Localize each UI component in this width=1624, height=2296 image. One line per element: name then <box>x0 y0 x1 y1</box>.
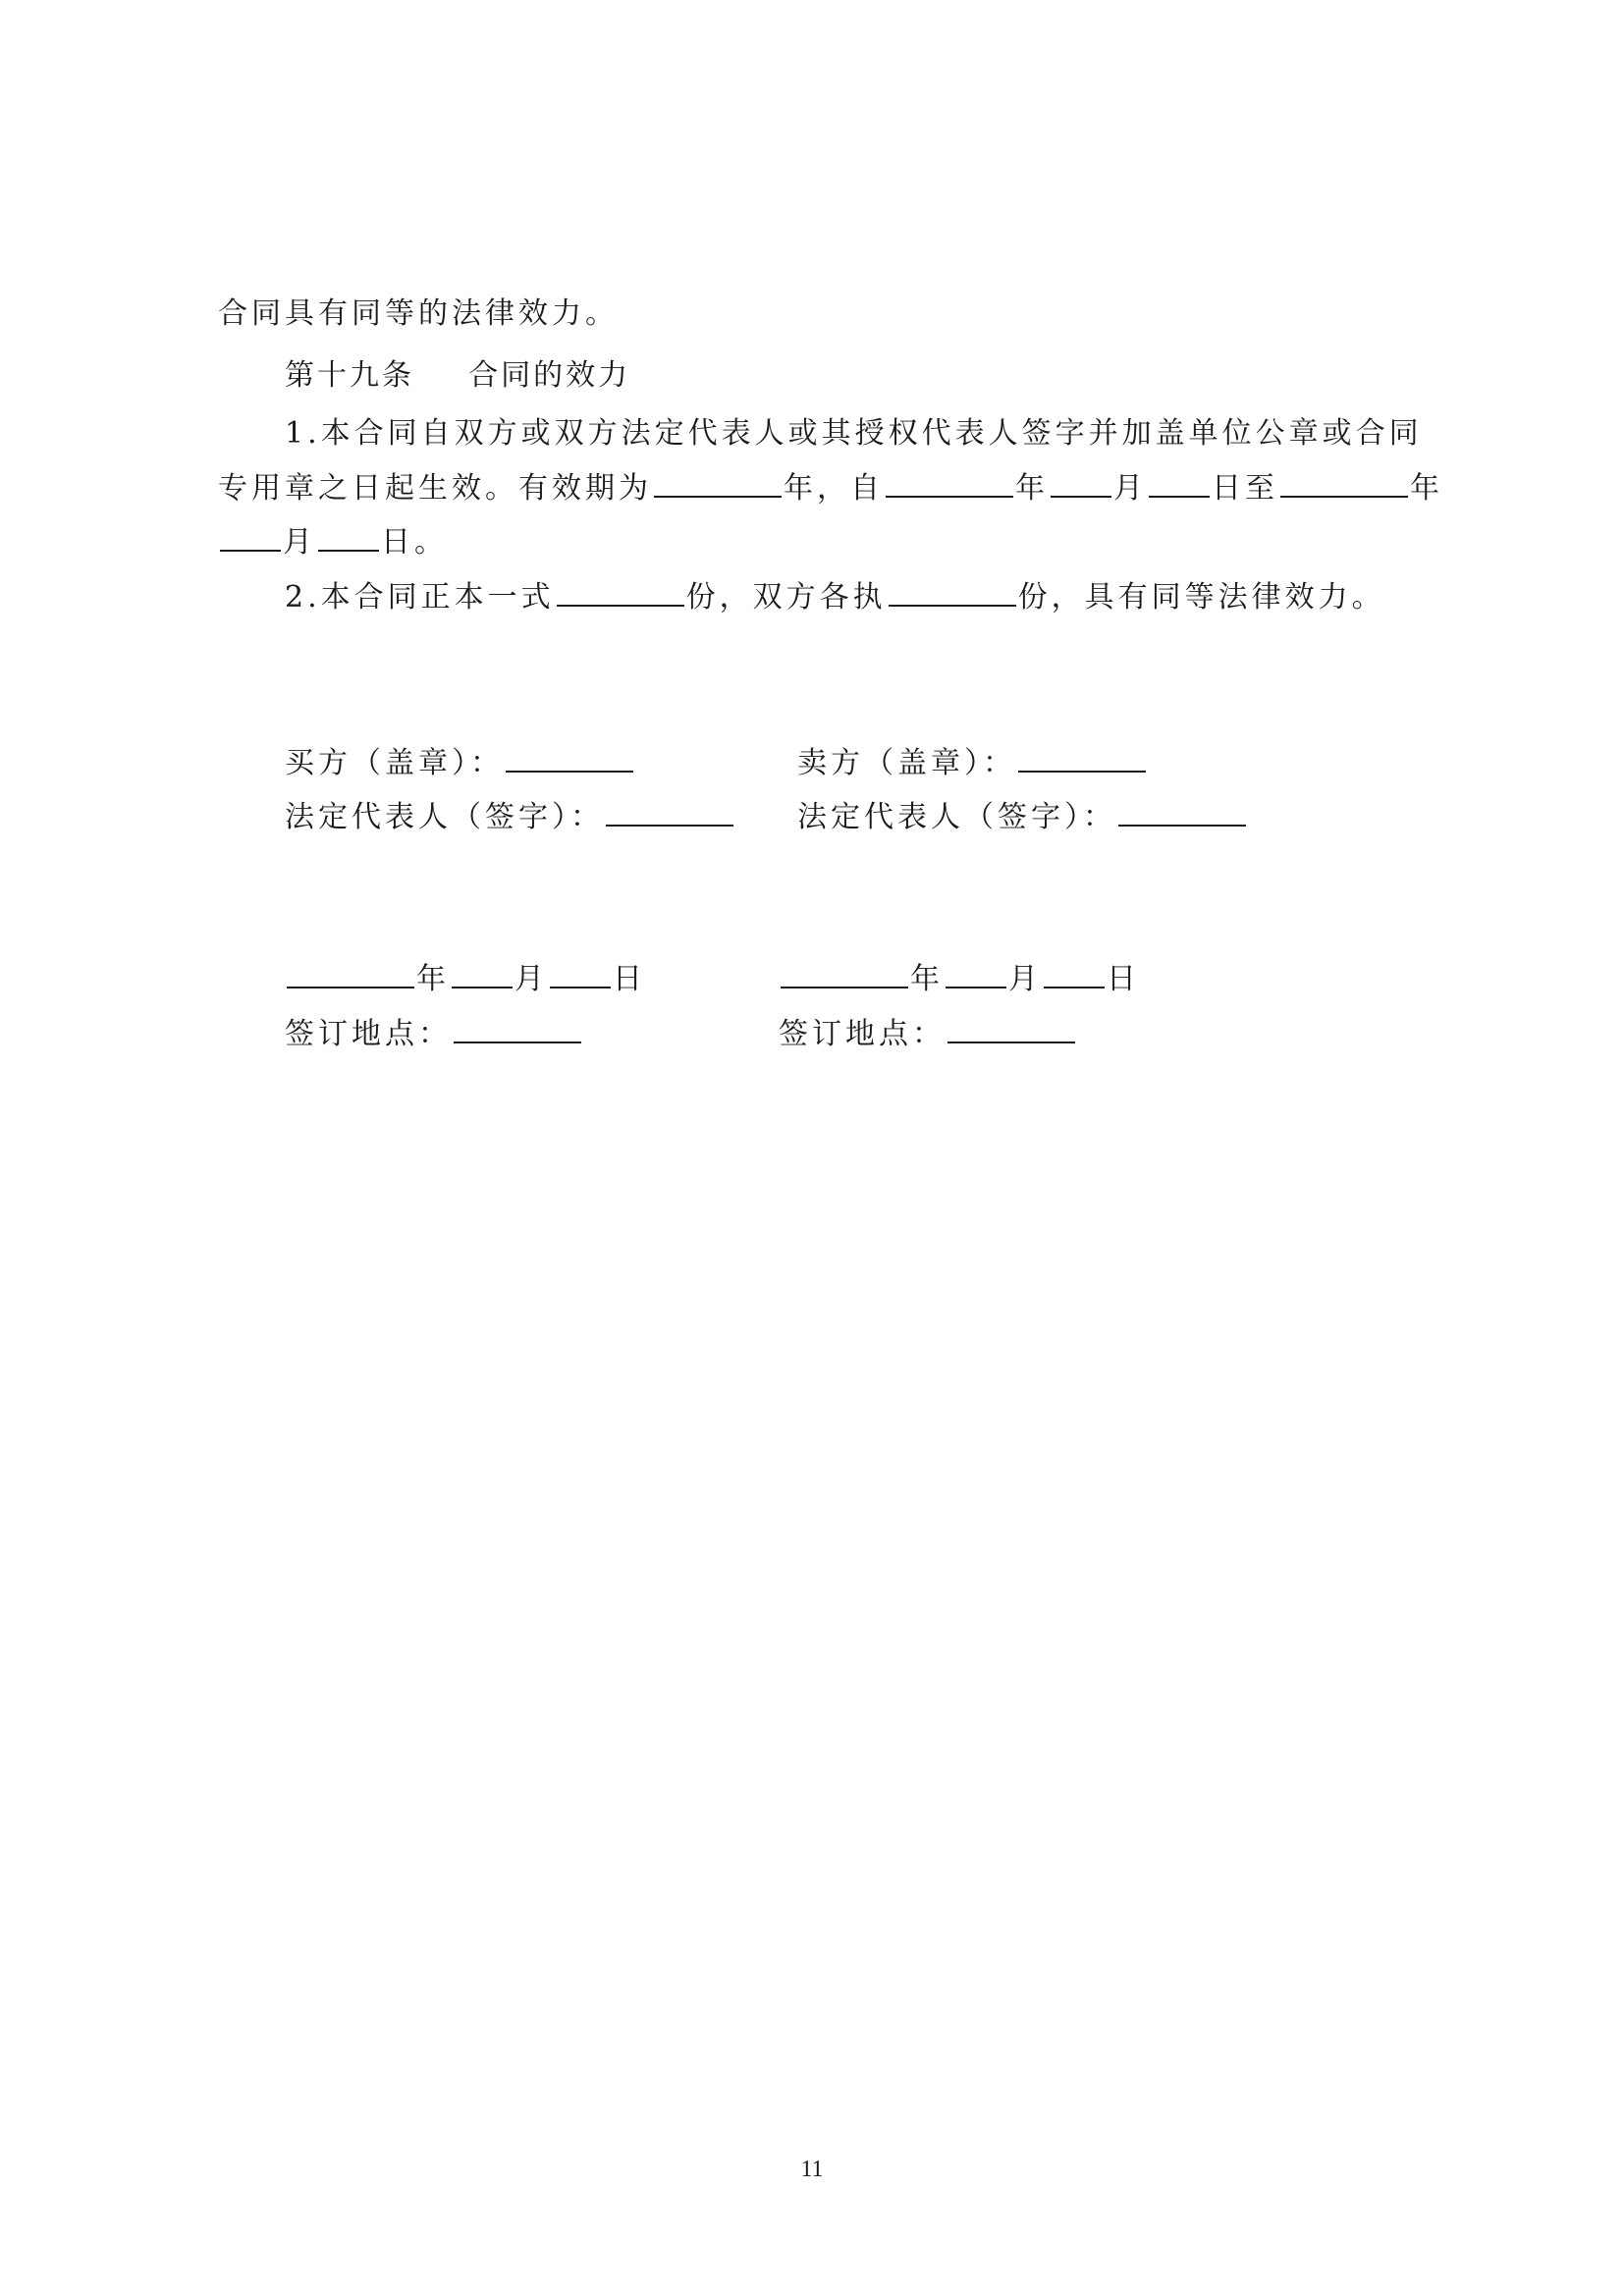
clause-1-text-g: 月 <box>283 525 316 560</box>
clause-2-text-c: 份，具有同等法律效力。 <box>1017 580 1385 614</box>
buyer-rep-label: 法定代表人（签字）： <box>285 800 604 834</box>
seller-seal-blank[interactable] <box>1018 743 1146 773</box>
buyer-seal-label: 买方（盖章）： <box>285 746 504 780</box>
clause-1-line-1-text: 1.本合同自双方或双方法定代表人或其授权代表人签字并加盖单位公章或合同 <box>285 416 1423 451</box>
buyer-year-label: 年 <box>416 962 450 996</box>
copies-each-blank[interactable] <box>889 577 1016 607</box>
start-day-blank[interactable] <box>1149 468 1210 498</box>
seller-month-label: 月 <box>1008 962 1042 996</box>
article-title: 合同的效力 <box>468 358 631 393</box>
seller-rep-line <box>797 797 1248 837</box>
article-heading <box>285 356 630 396</box>
buyer-rep-line <box>285 797 735 837</box>
seller-day-blank[interactable] <box>1044 959 1105 988</box>
buyer-day-label: 日 <box>613 962 646 996</box>
buyer-seal-blank[interactable] <box>506 743 633 773</box>
seller-year-label: 年 <box>910 962 944 996</box>
clause-1-text-b: 年，自 <box>784 471 884 506</box>
clause-2-text-a: 2.本合同正本一式 <box>285 580 555 614</box>
end-year-blank[interactable] <box>1280 468 1408 498</box>
seller-date-line <box>779 959 1140 999</box>
seller-month-blank[interactable] <box>946 959 1006 988</box>
buyer-month-label: 月 <box>514 962 548 996</box>
clause-1-line-3 <box>218 522 448 562</box>
buyer-rep-blank[interactable] <box>606 797 733 827</box>
seller-seal-line <box>797 743 1148 783</box>
end-day-blank[interactable] <box>318 522 379 552</box>
clause-1-line-2 <box>218 468 1443 508</box>
seller-rep-blank[interactable] <box>1118 797 1246 827</box>
buyer-date-line <box>285 959 646 999</box>
clause-1-text-a: 专用章之日起生效。有效期为 <box>218 471 652 506</box>
buyer-year-blank[interactable] <box>287 959 414 988</box>
carryover-text-content: 合同具有同等的法律效力。 <box>218 296 619 331</box>
clause-1-text-d: 月 <box>1113 471 1147 506</box>
buyer-place-line <box>285 1014 583 1054</box>
seller-seal-label: 卖方（盖章）： <box>797 746 1016 780</box>
clause-1-text-h: 日。 <box>381 525 448 560</box>
seller-day-label: 日 <box>1107 962 1140 996</box>
clause-1-text-e: 日至 <box>1212 471 1278 506</box>
validity-years-blank[interactable] <box>654 468 782 498</box>
seller-place-label: 签订地点： <box>779 1017 946 1051</box>
article-number: 第十九条 <box>285 358 414 393</box>
end-month-blank[interactable] <box>220 522 281 552</box>
clause-1-line-1 <box>285 414 1423 454</box>
buyer-day-blank[interactable] <box>550 959 611 988</box>
buyer-place-blank[interactable] <box>454 1014 581 1043</box>
buyer-place-label: 签订地点： <box>285 1017 452 1051</box>
clause-1-text-c: 年 <box>1015 471 1049 506</box>
page-number: 11 <box>800 2157 824 2182</box>
seller-rep-label: 法定代表人（签字）： <box>797 800 1116 834</box>
clause-2-line <box>285 577 1385 617</box>
start-month-blank[interactable] <box>1051 468 1111 498</box>
start-year-blank[interactable] <box>886 468 1013 498</box>
copies-total-blank[interactable] <box>557 577 684 607</box>
buyer-seal-line <box>285 743 635 783</box>
seller-place-line <box>779 1014 1077 1054</box>
seller-year-blank[interactable] <box>781 959 908 988</box>
seller-place-blank[interactable] <box>947 1014 1075 1043</box>
clause-2-text-b: 份，双方各执 <box>685 580 887 614</box>
carryover-text <box>218 294 619 334</box>
buyer-month-blank[interactable] <box>452 959 513 988</box>
clause-1-text-f: 年 <box>1410 471 1443 506</box>
